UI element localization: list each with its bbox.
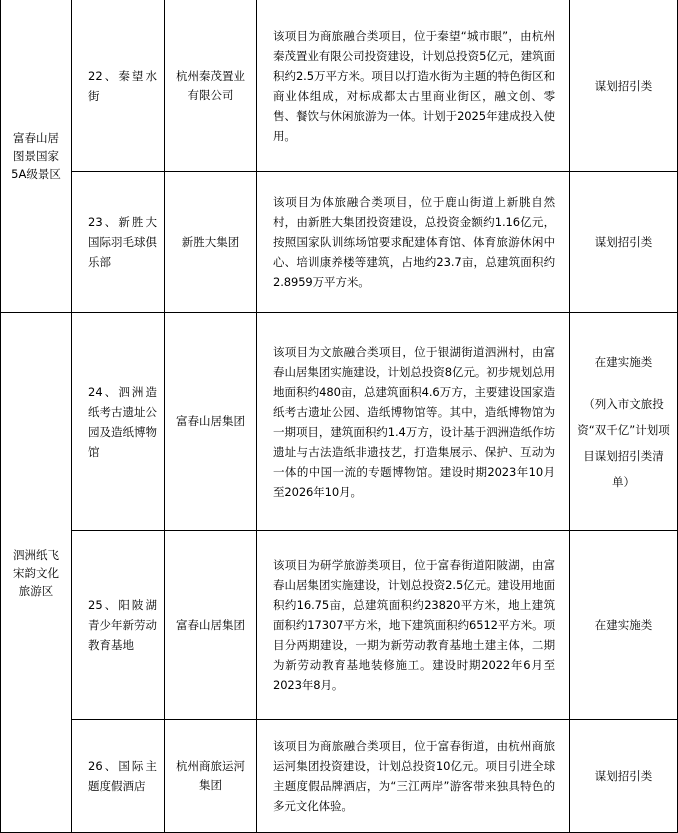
project-name: 22、秦望水街 [72, 0, 165, 172]
table-row [1, 0, 678, 172]
company-name: 杭州秦茂置业有限公司 [165, 0, 257, 172]
table-row [1, 531, 678, 720]
project-name: 26、国际主题度假酒店 [72, 720, 165, 833]
project-description: 该项目为文旅融合类项目，位于银湖街道泗洲村，由富春山居集团实施建设，计划总投资8亿元。初步规划总用地面积约480亩，总建筑面积4.6万方，主要建设国家造纸考古遗址公园、造纸博物馆等。其中，造纸博物馆为一期项目，建筑面积约1.4万方，设计基于泗洲造纸作坊遗址与古法造纸非遗技艺，打造集展示、保护、互动为一体的中国一流的专题博物馆。建设时期2023年10月至2026年10月。 [257, 313, 570, 531]
category: 谋划招引类 [570, 720, 678, 833]
company-name: 新胜大集团 [165, 172, 257, 313]
project-description: 该项目为商旅融合类项目，位于秦望“城市眼”，由杭州秦茂置业有限公司投资建设，计划总投资5亿元，建筑面积约2.5万平方米。项目以打造水街为主题的特色街区和商业体组成，对标成都太古里商业街区，融文创、零售、餐饮与休闲旅游为一体。计划于2025年建成投入使用。 [257, 0, 570, 172]
project-name: 23、新胜大国际羽毛球俱乐部 [72, 172, 165, 313]
table-row [1, 720, 678, 833]
region-cell: 富春山居图景国家5A级景区 [1, 0, 72, 313]
project-description: 该项目为研学旅游类项目，位于富春街道阳陂湖，由富春山居集团实施建设，计划总投资2.5亿元。建设用地面积约16.75亩，总建筑面积约23820平方米，地上建筑面积约17307平方米，地下建筑面积约6512平方米。项目分两期建设，一期为新劳动教育基地土建主体，二期为新劳动教育基地装修施工。建设时期2022年6月至2023年8月。 [257, 531, 570, 720]
category-cell [570, 313, 678, 531]
category-note: （列入市文旅投资“双千亿”计划项目谋划招引类清单） [577, 396, 670, 489]
category: 谋划招引类 [570, 172, 678, 313]
category: 在建实施类 [594, 354, 653, 369]
project-description: 该项目为商旅融合类项目，位于富春街道，由杭州商旅运河集团投资建设，计划总投资10亿元。项目引进全球主题度假品牌酒店，为“三江两岸”游客带来独具特色的多元文化体验。 [257, 720, 570, 833]
category-spacer [576, 375, 671, 391]
project-name: 24、泗洲造纸考古遗址公园及造纸博物馆 [72, 313, 165, 531]
company-name: 富春山居集团 [165, 531, 257, 720]
company-name: 杭州商旅运河集团 [165, 720, 257, 833]
table-row [1, 172, 678, 313]
project-name: 25、阳陂湖青少年新劳动教育基地 [72, 531, 165, 720]
table-row [1, 313, 678, 531]
category: 谋划招引类 [570, 0, 678, 172]
category: 在建实施类 [570, 531, 678, 720]
company-name: 富春山居集团 [165, 313, 257, 531]
region-cell: 泗洲纸飞宋韵文化旅游区 [1, 313, 72, 833]
project-description: 该项目为体旅融合类项目，位于鹿山街道上新朓自然村，由新胜大集团投资建设，总投资金额约1.16亿元，按照国家队训练场馆要求配建体育馆、体育旅游休闲中心、培训康养楼等建筑，占地约23.7亩，总建筑面积约2.8959万平方米。 [257, 172, 570, 313]
